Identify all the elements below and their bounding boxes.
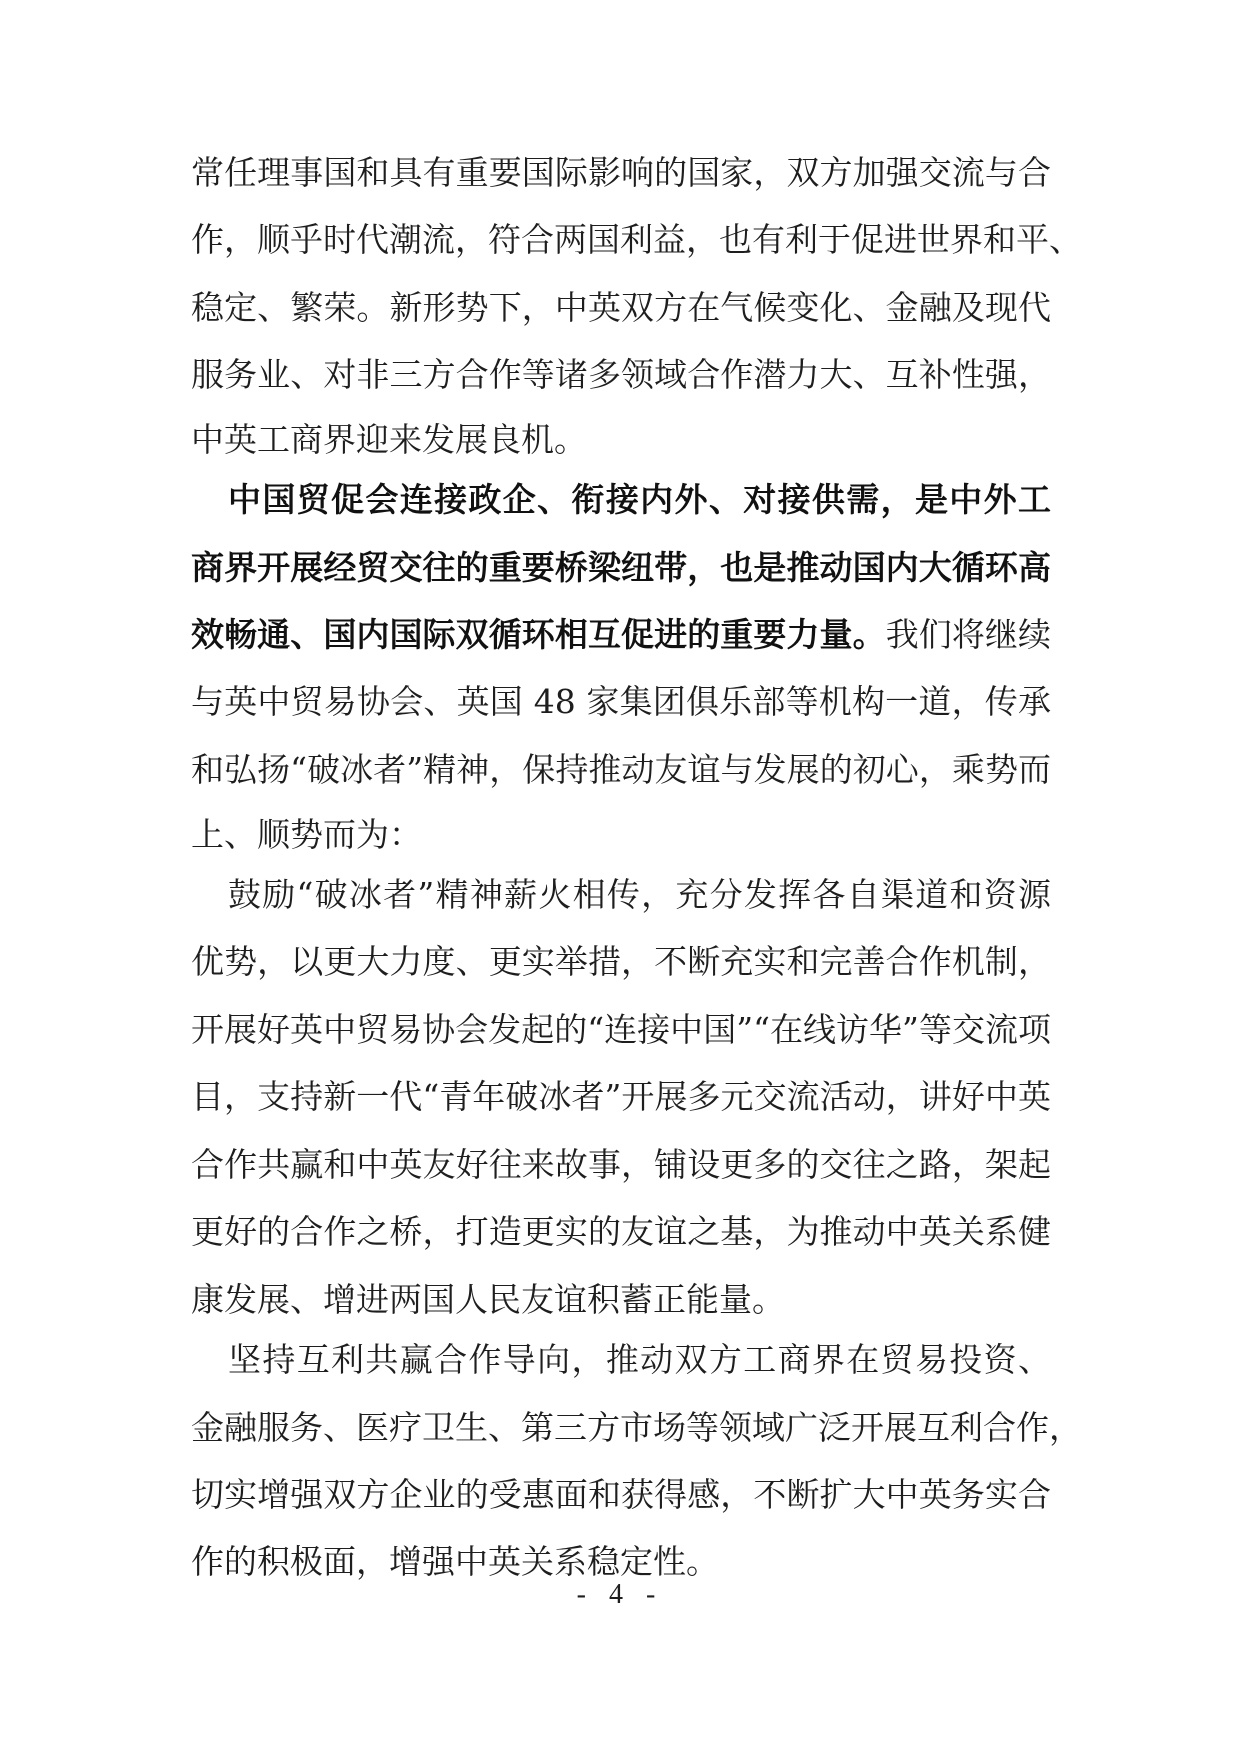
text-segment: 合作共赢和中英友好往来故事，铺设更多的交往之路，架起 [191,1145,1051,1184]
text-line [191,600,1051,670]
text-segment: 上、顺势而为： [191,815,422,854]
text-segment: 坚持互利共赢合作导向，推动双方工商界在贸易投资、 [228,1340,1051,1379]
text-line [191,533,1051,603]
text-line [191,340,1051,410]
text-segment: 中英工商界迎来发展良机。 [191,420,587,459]
text-line [228,1325,1051,1395]
text-segment: 我们将继续 [885,615,1052,654]
text-segment: 优势，以更大力度、更实举措，不断充实和完善合作机制， [191,942,1051,981]
text-segment: 开展好英中贸易协会发起的“连接中国”“在线访华”等交流项 [191,1010,1051,1049]
bold-text-segment: 效畅通、国内国际双循环相互促进的重要力量。 [191,615,886,654]
text-segment: 康发展、增进两国人民友谊积蓄正能量。 [191,1280,785,1319]
text-line [191,995,1051,1065]
text-segment: 作，顺乎时代潮流，符合两国利益，也有利于促进世界和平、 [191,220,1082,259]
text-segment: 与英中贸易协会、英国 48 家集团俱乐部等机构一道，传承 [191,682,1051,721]
text-segment: 金融服务、医疗卫生、第三方市场等领域广泛开展互利合作， [191,1408,1082,1447]
text-segment: 和弘扬“破冰者”精神，保持推动友谊与发展的初心，乘势而 [191,750,1051,789]
text-segment: 切实增强双方企业的受惠面和获得感，不断扩大中英务实合 [191,1475,1051,1514]
text-line [191,667,1051,737]
text-segment: 稳定、繁荣。新形势下，中英双方在气候变化、金融及现代 [191,288,1051,327]
text-line [191,1393,1082,1463]
bold-text-segment: 中国贸促会连接政企、衔接内外、对接供需，是中外工 [228,480,1051,519]
text-line [228,465,1051,535]
text-segment: 目，支持新一代“青年破冰者”开展多元交流活动，讲好中英 [191,1077,1051,1116]
text-line [191,1062,1051,1132]
text-line [191,1130,1051,1200]
bold-text-segment: 商界开展经贸交往的重要桥梁纽带，也是推动国内大循环高 [191,548,1051,587]
text-line [191,1460,1051,1530]
text-segment: 鼓励“破冰者”精神薪火相传，充分发挥各自渠道和资源 [228,875,1051,914]
text-line [191,1197,1051,1267]
text-line [191,205,1082,275]
text-line [191,735,1051,805]
text-segment: 服务业、对非三方合作等诸多领域合作潜力大、互补性强， [191,355,1051,394]
page-number: - 4 - [576,1579,664,1610]
text-line [191,927,1051,997]
text-line [191,138,1051,208]
text-line [228,860,1051,930]
text-line [191,273,1051,343]
text-segment: 常任理事国和具有重要国际影响的国家，双方加强交流与合 [191,153,1051,192]
text-segment: 作的积极面，增强中英关系稳定性。 [191,1542,719,1581]
text-segment: 更好的合作之桥，打造更实的友谊之基，为推动中英关系健 [191,1212,1051,1251]
